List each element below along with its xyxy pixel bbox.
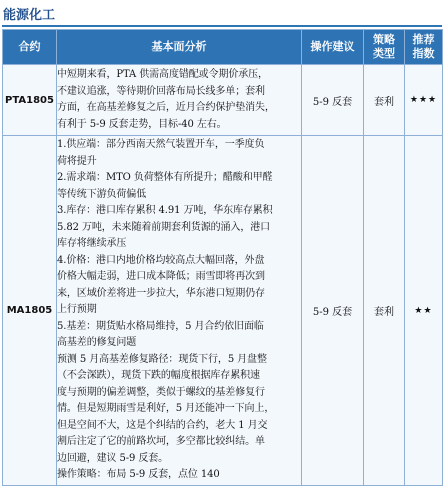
section-title: 能源化工 — [3, 8, 56, 23]
header-strategy-type — [364, 30, 405, 65]
analysis-line: 4.价格：港口内地价格均较高点大幅回落，外盘 — [57, 254, 265, 266]
table-row — [3, 136, 443, 486]
analysis-line: 高基差的修复问题 — [57, 337, 137, 349]
analysis-line: 方面，在高基差修复之后，近月合约保护垫消失， — [57, 102, 275, 113]
analysis-line: 中短期来看，PTA 供需高度错配或令期价承压， — [57, 69, 268, 80]
analysis-line: 割后注定了它的前路坎坷，多空都比较纠结。单 — [57, 436, 265, 448]
analysis-cell — [57, 136, 302, 486]
analysis-line: 库存将继续承压 — [57, 238, 127, 250]
analysis-line: 价格大幅走弱，进口成本降低；雨雪即将再次到 — [57, 271, 265, 283]
strategy-table — [2, 29, 443, 486]
analysis-line: 预测 5 月高基差修复路径：现货下行，5 月盘整 — [57, 353, 267, 365]
suggestion-cell: 5-9 反套 — [302, 136, 364, 486]
analysis-cell — [57, 65, 302, 136]
analysis-line: 有利于 5-9 反套走势，目标-40 左右。 — [57, 118, 227, 130]
strategy-cell: 套利 — [364, 136, 405, 486]
contract-cell: MA1805 — [3, 136, 57, 486]
header-strategy-line2: 类型 — [373, 47, 395, 60]
analysis-line: 2.需求端：MTO 负荷整体有所提升；醋酸和甲醛 — [57, 172, 273, 184]
header-analysis: 基本面分析 — [57, 30, 302, 65]
analysis-line: 度与预期的偏差调整，类似于螺纹的基差修复行 — [57, 386, 265, 398]
analysis-line: 操作策略：布局 5-9 反套，点位 140 — [57, 469, 220, 481]
analysis-line: （不会深跌），现货下跌的幅度根据库存累积速 — [57, 370, 260, 382]
analysis-line: 不建议追涨，等待期价回落布局长线多单；套利 — [57, 85, 265, 97]
contract-cell: PTA1805 — [3, 65, 57, 136]
header-suggestion: 操作建议 — [302, 30, 364, 65]
analysis-line: 荷将提升 — [57, 155, 97, 167]
rating-stars: ★★ — [405, 136, 443, 486]
header-rating-line2: 指数 — [412, 47, 435, 60]
header-rating — [405, 30, 443, 65]
analysis-line: 5.82 万吨，未来随着前期套利货源的涌入，港口 — [57, 221, 271, 233]
suggestion-cell: 5-9 反套 — [302, 65, 364, 136]
rating-stars: ★★★ — [405, 65, 443, 136]
analysis-line: 等传统下游负荷偏低 — [57, 188, 147, 200]
header-strategy-line1: 策略 — [373, 33, 395, 46]
table-header-row — [3, 30, 443, 65]
analysis-line: 但是空间不大，这是个纠结的合约，老大 1 月交 — [57, 419, 268, 431]
header-rating-line1: 推荐 — [412, 33, 435, 46]
analysis-line: 情。但是短期雨雪是利好，5 月还能冲一下向上， — [57, 403, 275, 415]
analysis-line: 1.供应端：部分西南天然气装置开车，一季度负 — [57, 139, 265, 151]
analysis-line: 来，区域价差将进一步拉大，华东港口短期仍存 — [57, 287, 265, 299]
analysis-line: 上行预期 — [57, 304, 97, 316]
analysis-line: 5.基差：期货贴水格局维持，5 月合约依旧面临 — [57, 320, 264, 332]
analysis-line: 边回避，建议 5-9 反套。 — [57, 452, 169, 464]
analysis-line: 3.库存：港口库存累积 4.91 万吨，华东库存累积 — [57, 205, 273, 217]
title-divider — [2, 25, 442, 27]
table-row — [3, 65, 443, 136]
header-contract: 合约 — [3, 30, 57, 65]
strategy-cell: 套利 — [364, 65, 405, 136]
